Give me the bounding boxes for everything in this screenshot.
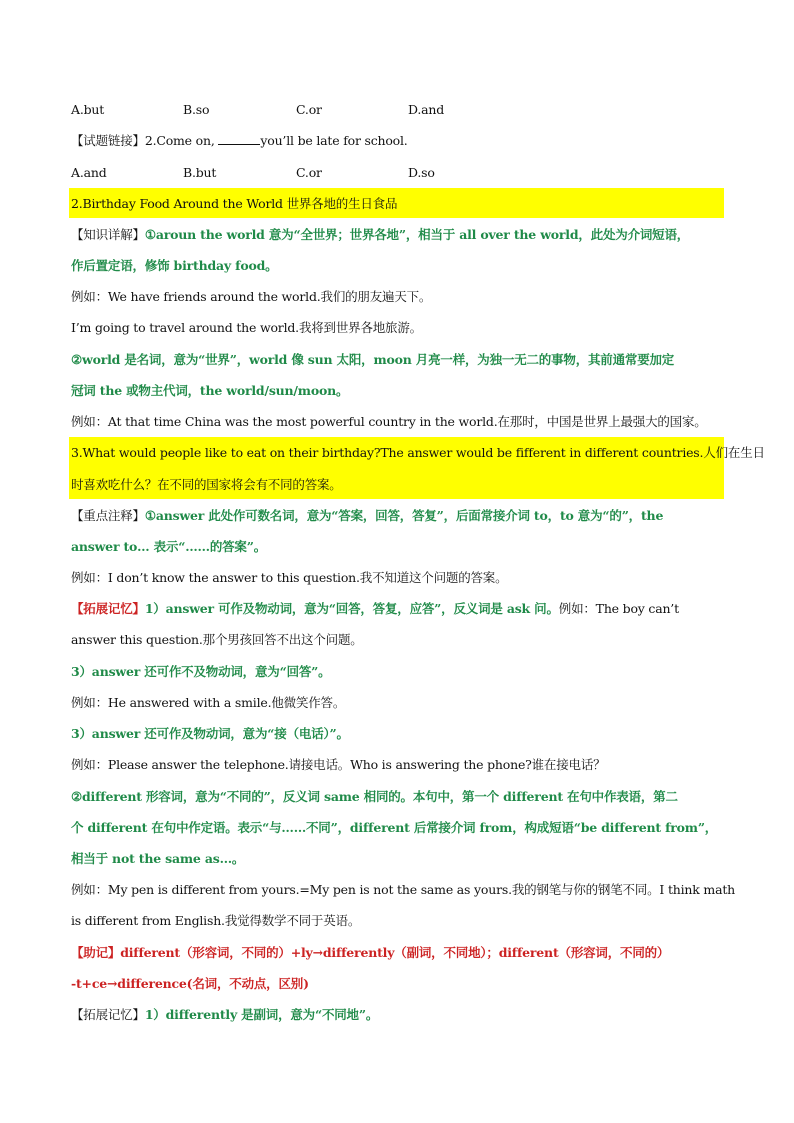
option-d: D.so: [408, 165, 435, 180]
example-sentence: is different from English.我觉得数学不同于英语。: [71, 913, 361, 928]
different-note: ②different 形容词，意为“不同的”，反义词 same 相同的。本句中，第一个 different 在句中作表语，第二: [71, 789, 678, 804]
question-text-end: you’ll be late for school.: [260, 133, 408, 148]
mnemonic-cont: -t+ce→difference(名词，不动点，区别): [71, 976, 309, 991]
explanation-text: 1）differently 是副词，意为“不同地”。: [144, 1007, 379, 1022]
option-b: B.but: [183, 165, 217, 180]
extended-memory-3b: 3）answer 还可作及物动词，意为“接（电话）”。: [71, 726, 349, 741]
section-heading-3: 3.What would people like to eat on their birthday?The answer would be fifferent in different countries.人们在生日: [71, 445, 765, 460]
key-note-1: [71, 508, 663, 524]
example-start: 例如：The boy can’t: [558, 601, 679, 616]
section-heading-2: 2.Birthday Food Around the World 世界各地的生日食品: [71, 196, 398, 211]
explanation-text: 1）answer 可作及物动词，意为“回答，答复，应答”，反义词是 ask 问。: [144, 601, 559, 616]
extended-memory-2: [71, 1007, 378, 1023]
explanation-text: ①answer 此处作可数名词，意为“答案，回答，答复”，后面常接介词 to，to 意为“的”，the: [144, 508, 664, 523]
question-1-options: [71, 102, 444, 118]
example-sentence: 例如：He answered with a smile.他微笑作答。: [71, 695, 346, 710]
question-text-start: 2.Come on,: [144, 133, 219, 148]
example-sentence: 例如：At that time China was the most powerful country in the world.在那时，中国是世界上最强大的国家。: [71, 414, 707, 429]
question-tag: 【试题链接】: [71, 133, 145, 148]
example-sentence: I’m going to travel around the world.我将到世界各地旅游。: [71, 320, 422, 335]
question-2-options: [71, 165, 435, 181]
option-b: B.so: [183, 102, 210, 117]
mnemonic-text: different（形容词，不同的）+ly→differently（副词，不同地）；different（形容词，不同的）: [120, 945, 670, 960]
explanation-text: ①aroun the world 意为“全世界；世界各地”，相当于 all over the world，此处为介词短语，: [144, 227, 690, 242]
section-tag: 【知识详解】: [71, 227, 145, 242]
section-tag: 【助记】: [71, 945, 121, 960]
mnemonic: [71, 945, 669, 961]
example-sentence: 例如：We have friends around the world.我们的朋友遍天下。: [71, 289, 432, 304]
example-sentence: answer this question.那个男孩回答不出这个问题。: [71, 632, 363, 647]
extended-memory-1: [71, 601, 679, 617]
example-sentence: 例如：Please answer the telephone.请接电话。Who is answering the phone?谁在接电话？: [71, 757, 606, 772]
section-tag: 【拓展记忆】: [71, 1007, 145, 1022]
option-a: A.and: [71, 165, 107, 180]
different-note-cont: 相当于 not the same as…。: [71, 851, 245, 866]
key-note-1-cont: answer to… 表示“……的答案”。: [71, 539, 267, 554]
option-d: D.and: [408, 102, 445, 117]
knowledge-detail-2-cont: 冠词 the 或物主代词，the world/sun/moon。: [71, 383, 349, 398]
knowledge-detail-1-cont: 作后置定语，修饰 birthday food。: [71, 258, 278, 273]
knowledge-detail-1: [71, 227, 689, 243]
example-sentence: 例如：My pen is different from yours.=My pen is not the same as yours.我的钢笔与你的钢笔不同。I think math: [71, 882, 735, 897]
question-2: [71, 133, 408, 149]
option-a: A.but: [71, 102, 105, 117]
section-tag: 【拓展记忆】: [71, 601, 145, 616]
extended-memory-3: 3）answer 还可作不及物动词，意为“回答”。: [71, 664, 331, 679]
answer-blank: [218, 133, 260, 145]
option-c: C.or: [296, 102, 322, 117]
different-note-cont: 个 different 在句中作定语。表示“与……不同”，different 后常接介词 from，构成短语“be different from”，: [71, 820, 718, 835]
knowledge-detail-2: ②world 是名词，意为“世界”，world 像 sun 太阳，moon 月亮一样，为独一无二的事物，其前通常要加定: [71, 352, 675, 367]
section-tag: 【重点注释】: [71, 508, 145, 523]
example-sentence: 例如：I don’t know the answer to this question.我不知道这个问题的答案。: [71, 570, 508, 585]
option-c: C.or: [296, 165, 322, 180]
section-heading-3-cont: 时喜欢吃什么？在不同的国家将会有不同的答案。: [71, 477, 342, 492]
